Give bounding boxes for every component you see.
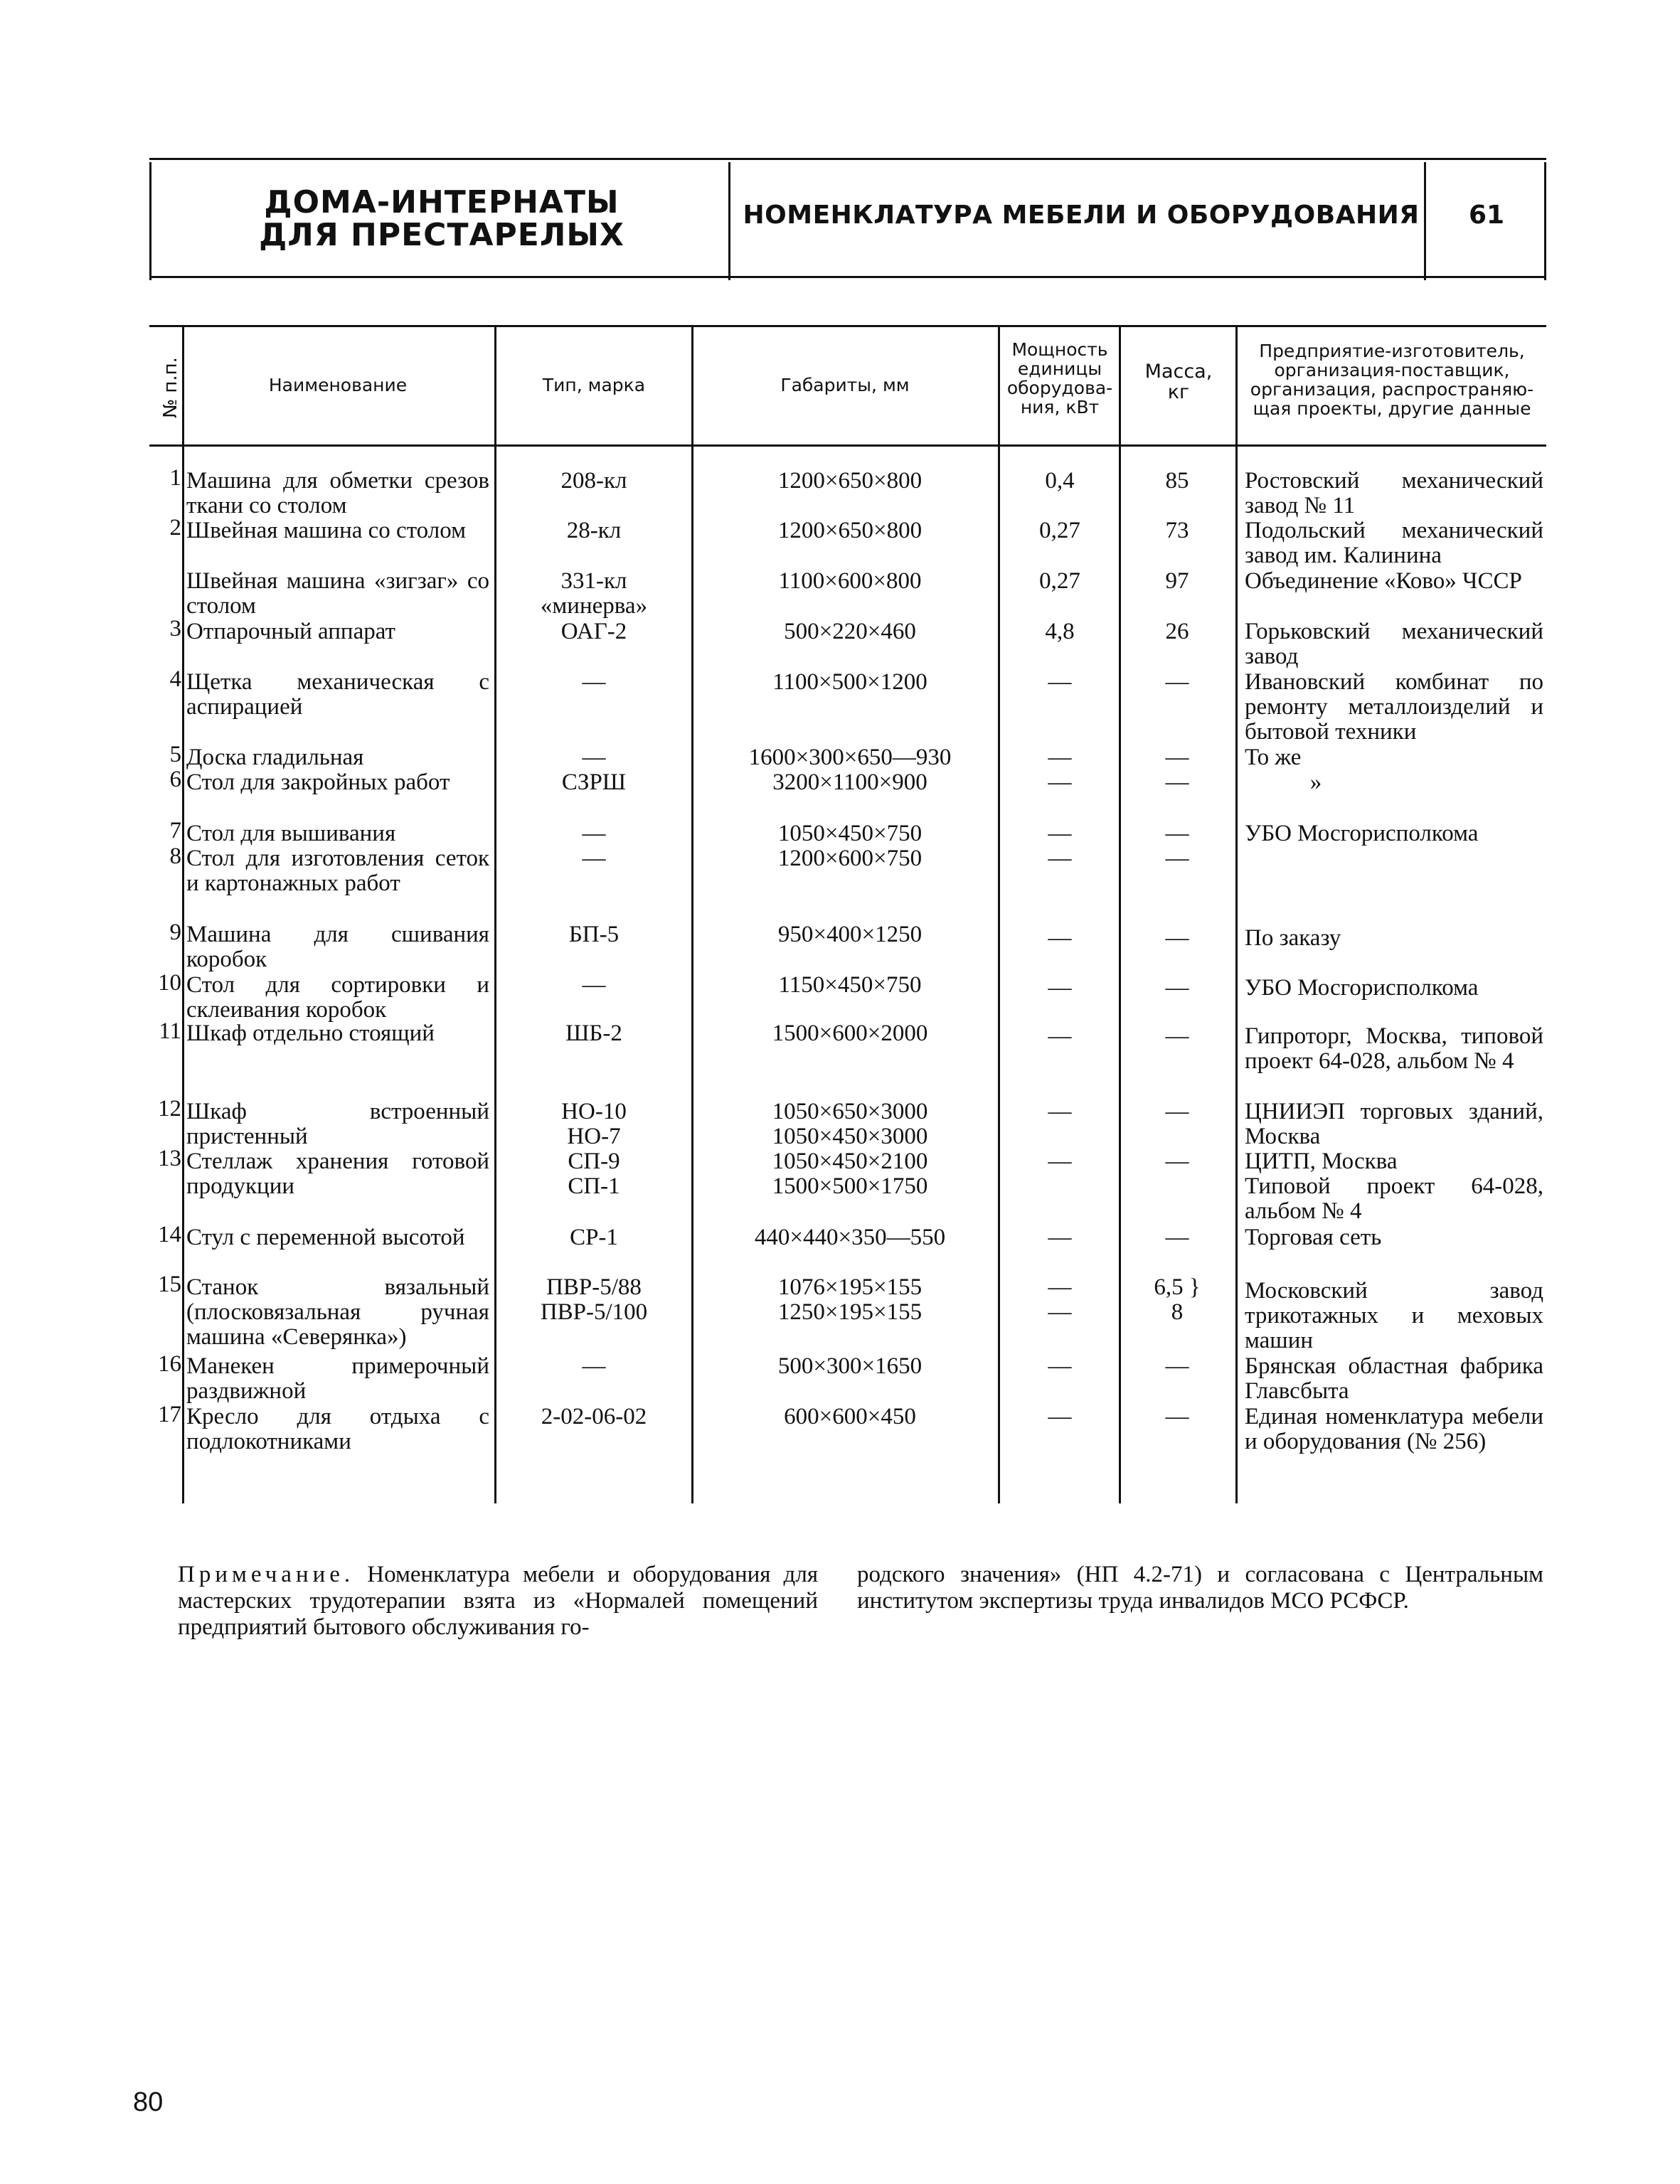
cell-maker: Объединение «Ково» ЧССР: [1245, 568, 1522, 594]
cell-mass: —: [1165, 1099, 1189, 1124]
cell-mass: 97: [1165, 568, 1189, 594]
cell-mass: —: [1165, 669, 1189, 695]
row-number: 1: [169, 465, 181, 491]
cell-power: — —: [1048, 1274, 1072, 1325]
cell-maker: Подольский механический завод им. Калинина: [1245, 518, 1543, 568]
note-left: [178, 1562, 818, 1641]
cell-name: Стеллаж хранения готовой продукции: [186, 1149, 489, 1199]
cell-mass: —: [1165, 769, 1189, 795]
cell-maker: Ивановский комбинат по ремонту металлоизделий и бытовой техники: [1245, 669, 1543, 745]
cell-name: Стол для закройных работ: [186, 769, 450, 795]
header-section: НОМЕНКЛАТУРА МЕБЕЛИ И ОБОРУДОВАНИЯ: [743, 201, 1420, 230]
page-number: 80: [133, 2087, 164, 2117]
cell-mass: —: [1165, 1149, 1189, 1174]
cell-mass: —: [1165, 1353, 1189, 1379]
row-number: 6: [169, 767, 181, 792]
cell-power: —: [1048, 925, 1072, 951]
header-power: Мощность единицы оборудова- ния, кВт: [1006, 339, 1113, 417]
row-number: 7: [169, 818, 181, 843]
column-line: [1235, 327, 1238, 1503]
cell-mass: 26: [1165, 619, 1189, 644]
cell-mass: —: [1165, 745, 1189, 770]
cell-type: 28-кл: [566, 518, 622, 543]
cell-name: Станок вязальный (плосковязальная ручная машина «Северянка»): [186, 1274, 489, 1350]
cell-type: —: [582, 972, 606, 998]
row-number: 14: [158, 1222, 181, 1247]
row-number: 13: [158, 1146, 181, 1171]
cell-dims: 500×300×1650: [777, 1353, 923, 1379]
cell-dims: 1050×450×2100 1500×500×1750: [772, 1149, 928, 1199]
column-line: [998, 327, 1000, 1503]
cell-dims: 600×600×450: [784, 1404, 916, 1429]
header-num: № п.п.: [160, 357, 181, 418]
cell-dims: 1100×600×800: [778, 568, 922, 594]
cell-type: —: [582, 846, 606, 871]
cell-dims: 1050×650×3000 1050×450×3000: [772, 1099, 928, 1149]
cell-type: НО-10 НО-7: [561, 1099, 627, 1149]
header-name: Наименование: [268, 375, 408, 395]
cell-type: 208-кл: [560, 468, 627, 494]
header-top-rule: [149, 158, 1546, 160]
cell-maker: »: [1309, 769, 1322, 795]
cell-dims: 1200×650×800: [777, 468, 923, 494]
cell-mass: —: [1165, 975, 1189, 1001]
column-line: [494, 327, 496, 1503]
row-number: 12: [158, 1096, 181, 1122]
cell-name: Швейная машина «зигзаг» со столом: [186, 568, 489, 619]
cell-name: Шкаф встроенный пристенный: [186, 1099, 489, 1149]
table-header-rule: [149, 444, 1546, 447]
cell-power: 0,27: [1039, 518, 1080, 543]
cell-type: 2-02-06-02: [541, 1404, 647, 1429]
cell-maker: Московский завод трикотажных и меховых машин: [1245, 1278, 1543, 1353]
cell-type: ШБ-2: [565, 1021, 622, 1046]
header-number: 61: [1468, 201, 1505, 230]
header-title-line: ДОМА-ИНТЕРНАТЫ: [264, 184, 620, 220]
cell-type: 331-кл «минерва»: [540, 568, 648, 619]
cell-power: —: [1048, 769, 1072, 795]
cell-power: —: [1048, 846, 1072, 871]
note-label: Примечание.: [178, 1562, 355, 1587]
cell-maker: УБО Мосгорисполкома: [1245, 975, 1479, 1001]
header-title-line: ДЛЯ ПРЕСТАРЕЛЫХ: [259, 217, 624, 253]
cell-dims: 1200×650×800: [777, 518, 923, 543]
row-number: 3: [169, 616, 181, 641]
row-number: 11: [159, 1018, 181, 1044]
cell-power: —: [1048, 1099, 1072, 1124]
row-number: 15: [158, 1272, 181, 1297]
cell-mass: —: [1165, 1023, 1189, 1049]
note-text: Номенклатура мебели и оборудования для мастерских трудотерапии взята из «Нормалей помещений предприятий бытового обслуживания го-: [178, 1562, 818, 1640]
cell-name: Машина для обметки срезов ткани со столом: [186, 468, 489, 518]
cell-dims: 950×400×1250: [777, 922, 923, 947]
cell-name: Стол для сортировки и склеивания коробок: [186, 972, 489, 1023]
header-divider: [728, 162, 730, 280]
cell-dims: 3200×1100×900: [772, 769, 927, 795]
cell-name: Отпарочный аппарат: [186, 619, 395, 644]
header-title: [161, 186, 723, 252]
cell-mass: —: [1165, 1225, 1189, 1250]
cell-power: —: [1048, 1353, 1072, 1379]
note-right: родского значения» (НП 4.2-71) и согласована с Центральным институтом экспертизы труда инвалидов МСО РСФСР.: [857, 1562, 1543, 1614]
column-line: [1119, 327, 1121, 1503]
cell-maker: Гипроторг, Москва, типовой проект 64-028, альбом № 4: [1245, 1023, 1543, 1074]
row-number: 5: [169, 742, 181, 767]
header-type: Тип, марка: [542, 375, 646, 395]
cell-type: ПВР-5/88 ПВР-5/100: [540, 1274, 648, 1325]
cell-name: Шкаф отдельно стоящий: [186, 1021, 435, 1046]
cell-dims: 500×220×460: [784, 619, 916, 644]
cell-maker: Единая номенклатура мебели и оборудования (№ 256): [1245, 1404, 1543, 1454]
cell-maker: ЦИТП, Москва Типовой проект 64-028, альбом № 4: [1245, 1149, 1543, 1224]
cell-mass: —: [1165, 925, 1189, 951]
cell-power: —: [1048, 821, 1072, 846]
cell-name: Стол для вышивания: [186, 821, 396, 846]
cell-power: 4,8: [1045, 619, 1075, 644]
cell-type: —: [582, 821, 606, 846]
cell-power: 0,4: [1045, 468, 1075, 494]
row-number: 10: [158, 970, 181, 996]
cell-name: Стул с переменной высотой: [186, 1225, 465, 1250]
cell-name: Кресло для отдыха с подлокотниками: [186, 1404, 489, 1454]
table-top-rule: [149, 325, 1546, 327]
cell-maker: То же: [1245, 745, 1302, 770]
cell-type: СЗРШ: [561, 769, 627, 795]
cell-power: —: [1048, 975, 1072, 1001]
cell-power: —: [1048, 1404, 1072, 1429]
cell-power: —: [1048, 1023, 1072, 1049]
cell-type: СП-9 СП-1: [568, 1149, 620, 1199]
cell-type: ОАГ-2: [560, 619, 627, 644]
header-divider: [149, 162, 151, 280]
cell-power: —: [1048, 745, 1072, 770]
cell-dims: 440×440×350—550: [754, 1225, 946, 1250]
row-number: 4: [169, 666, 181, 692]
cell-name: Манекен примерочный раздвижной: [186, 1353, 489, 1404]
cell-power: 0,27: [1039, 568, 1080, 594]
column-line: [182, 327, 184, 1503]
cell-dims: 1100×500×1200: [772, 669, 927, 695]
header-divider: [1544, 162, 1546, 280]
cell-mass: —: [1165, 846, 1189, 871]
cell-maker: УБО Мосгорисполкома: [1245, 821, 1479, 846]
header-maker: Предприятие-изготовитель, организация-поставщик, организация, распространяю- щая проекты, другие данные: [1250, 341, 1534, 419]
cell-dims: 1076×195×155 1250×195×155: [777, 1274, 923, 1325]
cell-maker: Торговая сеть: [1245, 1225, 1382, 1250]
cell-name: Щетка механическая с аспирацией: [186, 669, 489, 720]
cell-name: Швейная машина со столом: [186, 518, 466, 543]
cell-mass: 6,5 } 8: [1154, 1274, 1201, 1325]
header-bottom-rule: [149, 276, 1546, 278]
cell-maker: Ростовский механический завод № 11: [1245, 468, 1543, 518]
cell-power: —: [1048, 1149, 1072, 1174]
cell-type: —: [582, 745, 606, 770]
cell-mass: —: [1165, 821, 1189, 846]
cell-mass: 85: [1165, 468, 1189, 494]
cell-dims: 1050×450×750: [777, 821, 923, 846]
cell-power: —: [1048, 1225, 1072, 1250]
cell-type: БП-5: [568, 922, 620, 947]
cell-dims: 1150×450×750: [778, 972, 922, 998]
cell-type: —: [582, 669, 606, 695]
cell-power: —: [1048, 669, 1072, 695]
cell-mass: 73: [1165, 518, 1189, 543]
cell-name: Машина для сшивания коробок: [186, 922, 489, 972]
row-number: 17: [158, 1402, 181, 1427]
row-number: 2: [169, 515, 181, 540]
cell-type: —: [582, 1353, 606, 1379]
cell-dims: 1500×600×2000: [772, 1021, 928, 1046]
row-number: 8: [169, 843, 181, 869]
cell-maker: По заказу: [1245, 925, 1341, 951]
row-number: 9: [169, 920, 181, 945]
cell-dims: 1600×300×650—930: [748, 745, 952, 770]
column-line: [691, 327, 693, 1503]
cell-type: СР-1: [570, 1225, 618, 1250]
cell-mass: —: [1165, 1404, 1189, 1429]
header-mass: Масса, кг: [1144, 361, 1213, 403]
cell-maker: ЦНИИЭП торговых зданий, Москва: [1245, 1099, 1543, 1149]
header-dims: Габариты, мм: [780, 375, 910, 395]
cell-maker: Брянская областная фабрика Главсбыта: [1245, 1353, 1543, 1404]
cell-dims: 1200×600×750: [777, 846, 923, 871]
cell-maker: Горьковский механический завод: [1245, 619, 1543, 669]
cell-name: Доска гладильная: [186, 745, 364, 770]
cell-name: Стол для изготовления сеток и картонажных работ: [186, 846, 489, 896]
row-number: 16: [158, 1351, 181, 1377]
